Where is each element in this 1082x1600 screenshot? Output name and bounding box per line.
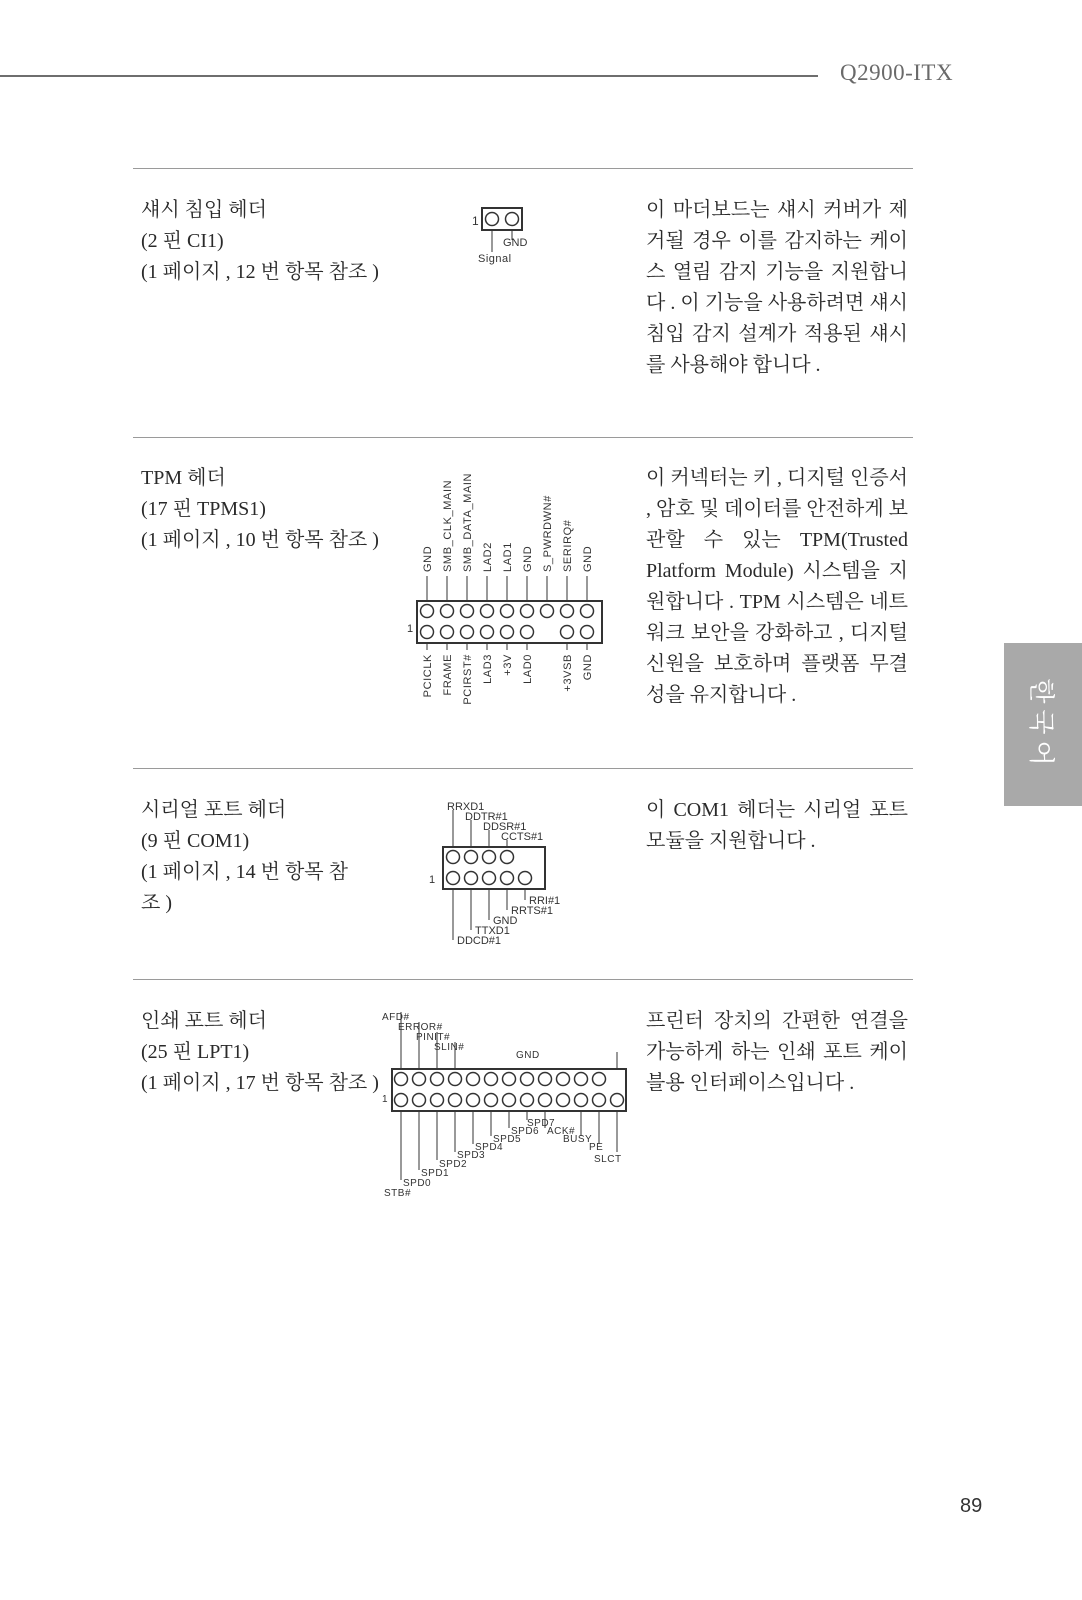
lpt-pin-label: SPD6 [511,1126,540,1137]
chassis-intrusion-label [141,195,379,288]
language-tab-label: 한국어 [1025,677,1056,772]
pin [467,1094,480,1107]
section-description: 프린터 장치의 간편한 연결을 가능하게 하는 인쇄 포트 케이블용 인터페이스입니다 . [646,1010,908,1094]
pin [449,1073,462,1086]
pin [467,1073,480,1086]
page-number: 89 [960,1495,983,1517]
printer-port-header-label [141,1006,379,1099]
section-divider [133,437,913,438]
pin [447,872,460,885]
section-ref: (1 페이지 , 12 번 항목 참조 ) [141,261,379,283]
pin [465,851,478,864]
section-title: 시리얼 포트 헤더 [141,799,287,821]
pin [465,872,478,885]
header-rule [0,75,818,77]
lpt-pin-label: SPD0 [403,1178,432,1189]
com-pin-label: RRI#1 [529,895,561,907]
section-description: 이 COM1 헤더는 시리얼 포트 모듈을 지원합니다 . [646,799,908,852]
section-title: 섀시 침입 헤더 [141,199,267,221]
lpt-pin-label: SPD1 [421,1168,450,1179]
pin [561,626,574,639]
pin [539,1094,552,1107]
header-outline [417,601,602,643]
com-pin-label: GND [493,915,518,927]
tpm-pin-diagram [405,470,625,715]
pin [561,605,574,618]
section-ref: (1 페이지 , 10 번 항목 참조 ) [141,529,379,551]
pin [421,626,434,639]
com-pin-label: DDTR#1 [465,811,508,823]
com-pin-label: RRXD1 [447,801,485,813]
lpt-pin-label: SLIN# [434,1042,465,1053]
section-title: TPM 헤더 [141,467,226,489]
pin [441,626,454,639]
section-description: 이 마더보드는 섀시 커버가 제거될 경우 이를 감지하는 케이스 열림 감지 기능을 지원합니다 . 이 기능을 사용하려면 섀시 침입 감지 설계가 적용된 섀시를 사용해야 합니다 . [646,199,908,376]
com1-pin-diagram [429,800,585,960]
lpt-pin-label: SPD5 [493,1134,522,1145]
tpm-pin-label: PCIRST# [462,654,474,705]
tpm-pin-label: SMB_CLK_MAIN [442,479,454,572]
pin [413,1073,426,1086]
pin [485,1094,498,1107]
tpm-pin-label: +3V [502,654,514,676]
pin [575,1094,588,1107]
pin-label-signal: Signal [478,253,512,265]
tpm-pin-label: S_PWRDWN# [542,495,554,572]
pin [481,626,494,639]
tpm-pin-label: GND [582,654,594,681]
header-outline [392,1069,626,1111]
pin [483,872,496,885]
ci1-pin-diagram [470,202,560,277]
pin [539,1073,552,1086]
pin [503,1073,516,1086]
pin [557,1073,570,1086]
section-ref: (1 페이지 , 17 번 항목 참조 ) [141,1072,379,1094]
pin [521,1073,534,1086]
section-divider [133,768,913,769]
pin1-label: 1 [407,623,414,635]
tpm-pin-label: LAD0 [522,654,534,684]
pin [485,1073,498,1086]
tpm-pin-label: +3VSB [562,654,574,692]
pin [395,1073,408,1086]
section-pins: (2 핀 CI1) [141,230,224,252]
pin [413,1094,426,1107]
pin [501,872,514,885]
tpm-pin-label: GND [582,545,594,572]
pin [461,605,474,618]
pin [501,626,514,639]
section-divider [133,168,913,169]
pin [503,1094,516,1107]
tpm-pin-label: SMB_DATA_MAIN [462,472,474,572]
header-outline [482,208,522,230]
lpt-pin-label: SLCT [594,1154,622,1165]
lpt-pin-label: PE [589,1142,604,1153]
com-pin-label: TTXD1 [475,925,510,937]
serial-port-header-label [141,795,348,919]
tpm-pin-label: GND [522,545,534,572]
pin [521,626,534,639]
tpm-pin-label: SERIRQ# [562,519,574,572]
pin [481,605,494,618]
pin [447,851,460,864]
tpm-pin-label: PCICLK [422,654,434,698]
section-divider [133,979,913,980]
tpm-pin-label: FRAME [442,654,454,696]
pin [611,1094,624,1107]
lpt-pin-label: AFD# [382,1012,410,1023]
model-name: Q2900-ITX [840,60,954,85]
lpt-pin-label: BUSY [563,1134,593,1145]
tpm-pin-label: LAD3 [482,654,494,684]
pin [395,1094,408,1107]
pin [441,605,454,618]
pin [521,1094,534,1107]
section-description: 이 커넥터는 키 , 디지털 인증서 , 암호 및 데이터를 안전하게 보관할 수 있는 TPM(Trusted Platform Module) 시스템을 지원합니다 . TPM 시스템은 네트워크 보안을 강화하고 , 디지털 신원을 보호하며 플랫폼 무결성을 유지합니다 . [646,467,908,706]
lpt-pin-label: SPD7 [527,1118,556,1129]
com-pin-label: RRTS#1 [511,905,553,917]
section-pins: (9 핀 COM1) [141,830,250,852]
pin1-label: 1 [429,874,436,886]
pin [593,1073,606,1086]
pin [421,605,434,618]
section-title: 인쇄 포트 헤더 [141,1010,267,1032]
pin [519,872,532,885]
tpm-pin-label: LAD2 [482,542,494,572]
pin [486,213,499,226]
tpm-header-label [141,463,379,556]
lpt-pin-label: SPD4 [475,1142,504,1153]
pin [593,1094,606,1107]
lpt-pin-label: GND [516,1050,540,1061]
pin [431,1073,444,1086]
section-pins: (25 핀 LPT1) [141,1041,250,1063]
pin [581,626,594,639]
com-pin-label: CCTS#1 [501,831,544,843]
tpm-pin-label: GND [422,545,434,572]
pin [581,605,594,618]
lpt-pin-label: ACK# [547,1126,576,1137]
pin [431,1094,444,1107]
pin [521,605,534,618]
pin [461,626,474,639]
pin-label-gnd: GND [503,237,528,249]
pin [541,605,554,618]
lpt1-pin-diagram [380,1012,640,1202]
lpt-pin-label: ERROR# [398,1022,443,1033]
section-ref: (1 페이지 , 14 번 항목 참 [141,861,348,883]
pin [575,1073,588,1086]
lpt-pin-label: SPD2 [439,1159,468,1170]
tpm-pin-label: LAD1 [502,542,514,572]
pin [449,1094,462,1107]
pin [557,1094,570,1107]
section-pins: (17 핀 TPMS1) [141,498,266,520]
pin [501,851,514,864]
com-pin-label: DDSR#1 [483,821,527,833]
pin [501,605,514,618]
language-tab [1004,643,1082,806]
lpt-pin-label: PINIT# [416,1032,451,1043]
lpt-pin-label: SPD3 [457,1150,486,1161]
pin [506,213,519,226]
section-ref: 조 ) [141,892,172,914]
pin1-label: 1 [382,1094,389,1105]
pin1-label: 1 [472,214,479,228]
pin [483,851,496,864]
lpt-pin-label: STB# [384,1188,412,1199]
com-pin-label: DDCD#1 [457,935,502,947]
